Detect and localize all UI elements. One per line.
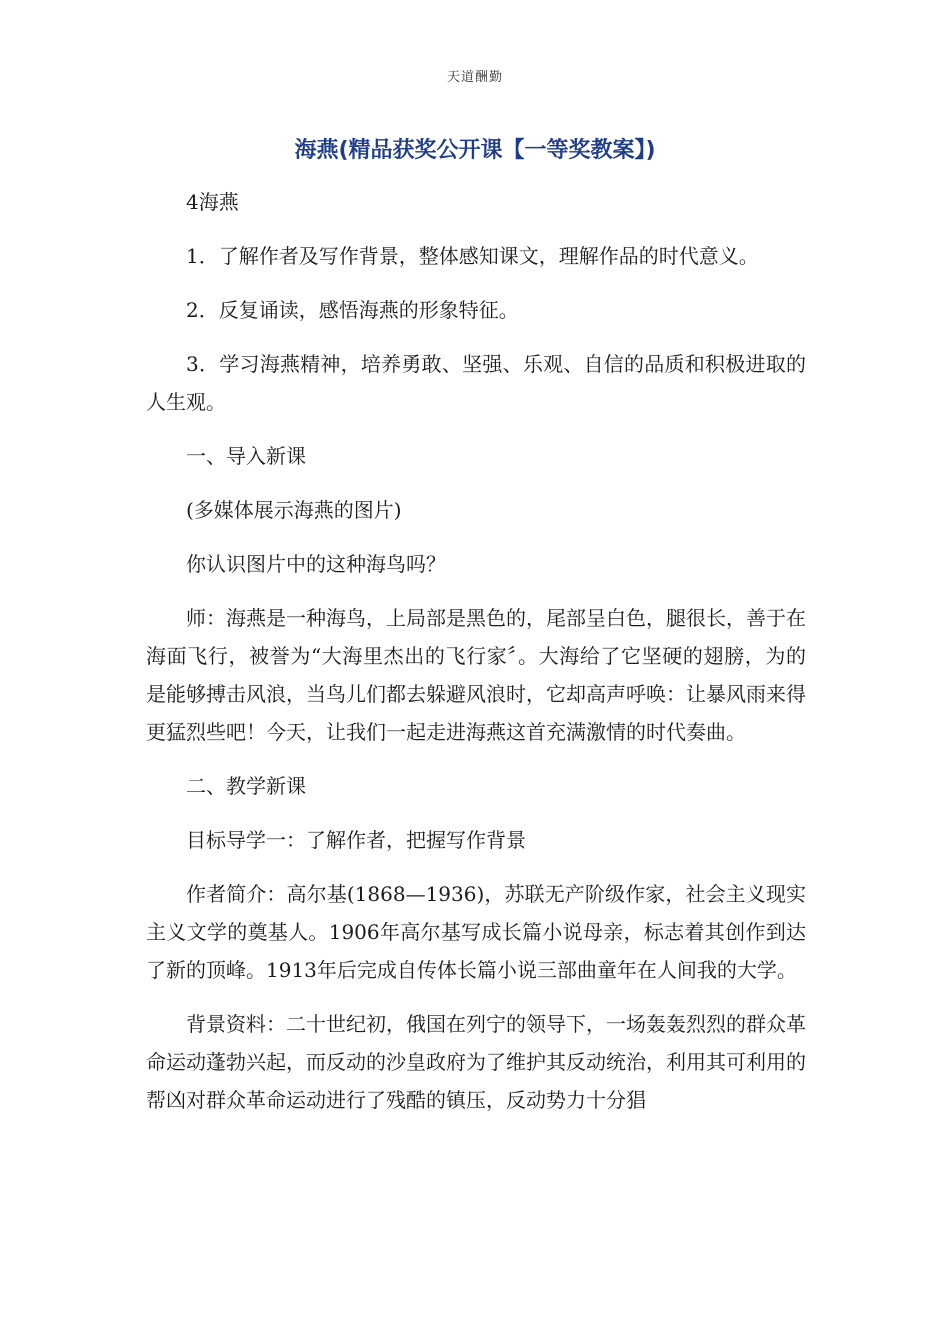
paragraph-author-intro: 作者简介：高尔基(1868—1936)，苏联无产阶级作家，社会主义现实主义文学的奠基人。1906年高尔基写成长篇小说母亲，标志着其创作到达了新的顶峰。1913年后完成自传体长篇小说三部曲童年在人间我的大学。 [146,882,806,982]
page-header: 天道酬勤 [446,70,503,85]
document-body [146,183,806,1135]
paragraph-objective-3: 3．学习海燕精神，培养勇敢、坚强、乐观、自信的品质和积极进取的人生观。 [146,352,806,414]
document-title: 海燕(精品获奖公开课【一等奖教案】) [294,138,656,163]
paragraph-question: 你认识图片中的这种海鸟吗？ [186,552,446,576]
paragraph-goal-1: 目标导学一：了解作者，把握写作背景 [186,828,526,852]
section-heading-intro: 一、导入新课 [186,444,306,468]
paragraph-teacher-intro: 师：海燕是一种海鸟，上局部是黑色的，尾部呈白色，腿很长，善于在海面飞行，被誉为“大海里杰出的飞行家〞。大海给了它坚硬的翅膀，为的是能够搏击风浪，当鸟儿们都去躲避风浪时，它却高声呼唤：让暴风雨来得更猛烈些吧！今天，让我们一起走进海燕这首充满激情的时代奏曲。 [146,606,806,744]
section-heading-teaching: 二、教学新课 [186,774,306,798]
paragraph-objective-2: 2．反复诵读，感悟海燕的形象特征。 [186,298,519,322]
paragraph-background: 背景资料：二十世纪初，俄国在列宁的领导下，一场轰轰烈烈的群众革命运动蓬勃兴起，而反动的沙皇政府为了维护其反动统治，利用其可利用的帮凶对群众革命运动进行了残酷的镇压，反动势力十分猖 [146,1012,806,1112]
paragraph-lesson-number: 4海燕 [186,190,239,214]
paragraph-objective-1: 1．了解作者及写作背景，整体感知课文，理解作品的时代意义。 [186,244,759,268]
paragraph-media-note: (多媒体展示海燕的图片) [186,498,402,522]
